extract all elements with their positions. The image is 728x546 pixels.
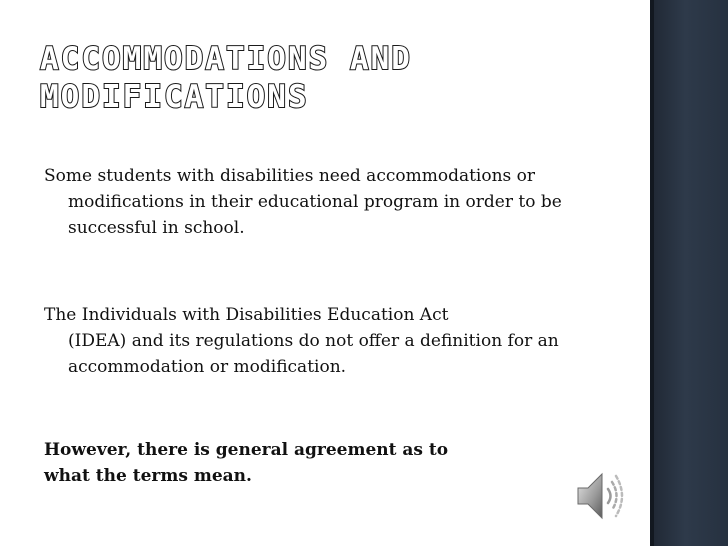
paragraph-2-continuation: (IDEA) and its regulations do not offer a definition for an accommodation or modification. [68, 331, 559, 377]
speaker-icon[interactable] [574, 468, 626, 524]
paragraph-1-continuation: modifications in their educational program in order to be successful in school. [68, 192, 562, 238]
paragraph-general-agreement [44, 437, 604, 489]
paragraph-2-first-line: The Individuals with Disabilities Education Act [44, 305, 449, 325]
paragraph-3-line-2: what the terms mean. [44, 466, 252, 486]
slide-title-line-1: ACCOMMODATIONS AND [40, 41, 412, 77]
paragraph-3-line-1: However, there is general agreement as to [44, 440, 449, 460]
slide-title [40, 40, 640, 116]
paragraph-students-need-accommodations [44, 163, 604, 241]
paragraph-1-first-line: Some students with disabilities need accommodations or [44, 166, 536, 186]
paragraph-idea-definition [44, 302, 604, 380]
slide-side-bar [650, 0, 728, 546]
slide-title-line-2: MODIFICATIONS [40, 79, 309, 115]
